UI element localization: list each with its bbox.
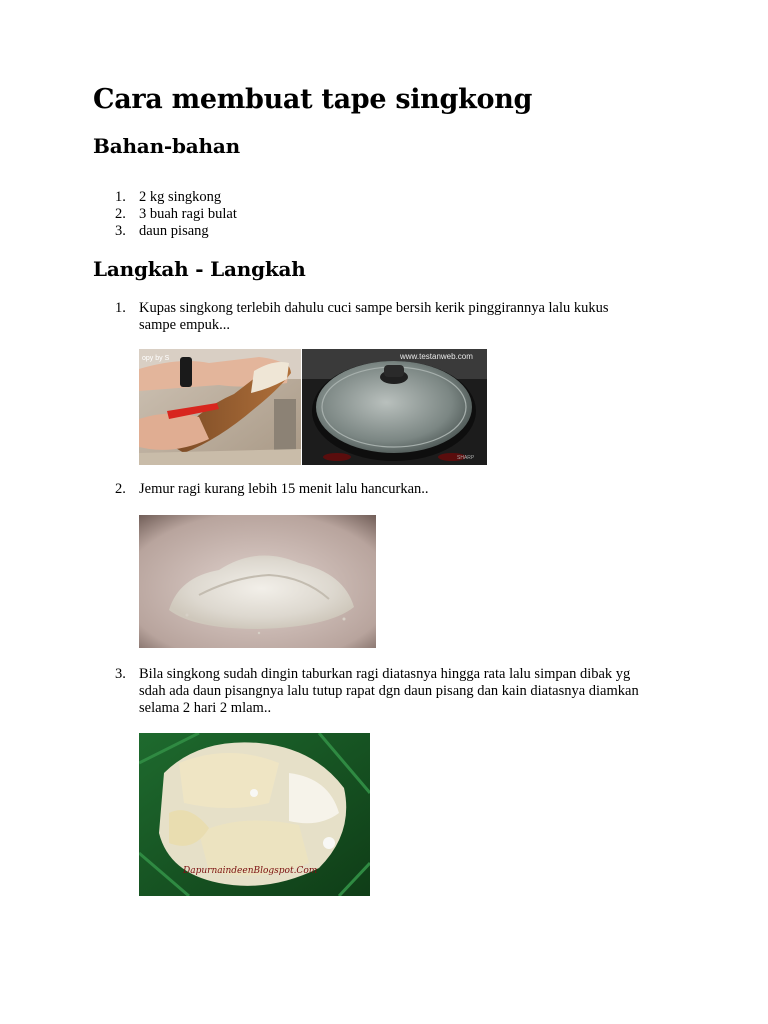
step-text-line: selama 2 hari 2 mlam.. — [139, 700, 272, 716]
ingredient-number: 1. — [115, 189, 126, 205]
steamer-pot-photo — [302, 349, 487, 465]
ingredient-item: 2 kg singkong — [139, 189, 222, 205]
step-text-line: sdah ada daun pisangnya lalu tutup rapat dgn daun pisang dan kain diatasnya diamkan — [139, 683, 639, 699]
ingredients-heading: Bahan-bahan — [93, 134, 240, 158]
photo-watermark: www.testanweb.com — [400, 352, 473, 361]
photo-watermark: DapurnaindeenBlogspot.Com — [183, 866, 318, 876]
steps-heading: Langkah - Langkah — [93, 257, 306, 281]
step-number: 1. — [115, 300, 126, 316]
ingredient-item: 3 buah ragi bulat — [139, 206, 237, 222]
step-number: 3. — [115, 666, 126, 682]
page-title: Cara membuat tape singkong — [93, 84, 533, 115]
cassava-peeling-photo — [139, 349, 301, 465]
ingredient-item: daun pisang — [139, 223, 209, 239]
step-text-line: Kupas singkong terlebih dahulu cuci sampe bersih kerik pinggirannya lalu kukus — [139, 300, 609, 316]
step-text-line: sampe empuk... — [139, 317, 231, 333]
photo-watermark: opy by S — [142, 355, 170, 362]
ingredient-number: 3. — [115, 223, 126, 239]
step-text-line: Jemur ragi kurang lebih 15 menit lalu hancurkan.. — [139, 481, 429, 497]
step-text-line: Bila singkong sudah dingin taburkan ragi diatasnya hingga rata lalu simpan dibak yg — [139, 666, 631, 682]
photo-watermark: SHARP — [457, 455, 475, 461]
cassava-tape-photo — [139, 733, 370, 896]
step-number: 2. — [115, 481, 126, 497]
yeast-powder-photo — [139, 515, 376, 648]
ingredient-number: 2. — [115, 206, 126, 222]
